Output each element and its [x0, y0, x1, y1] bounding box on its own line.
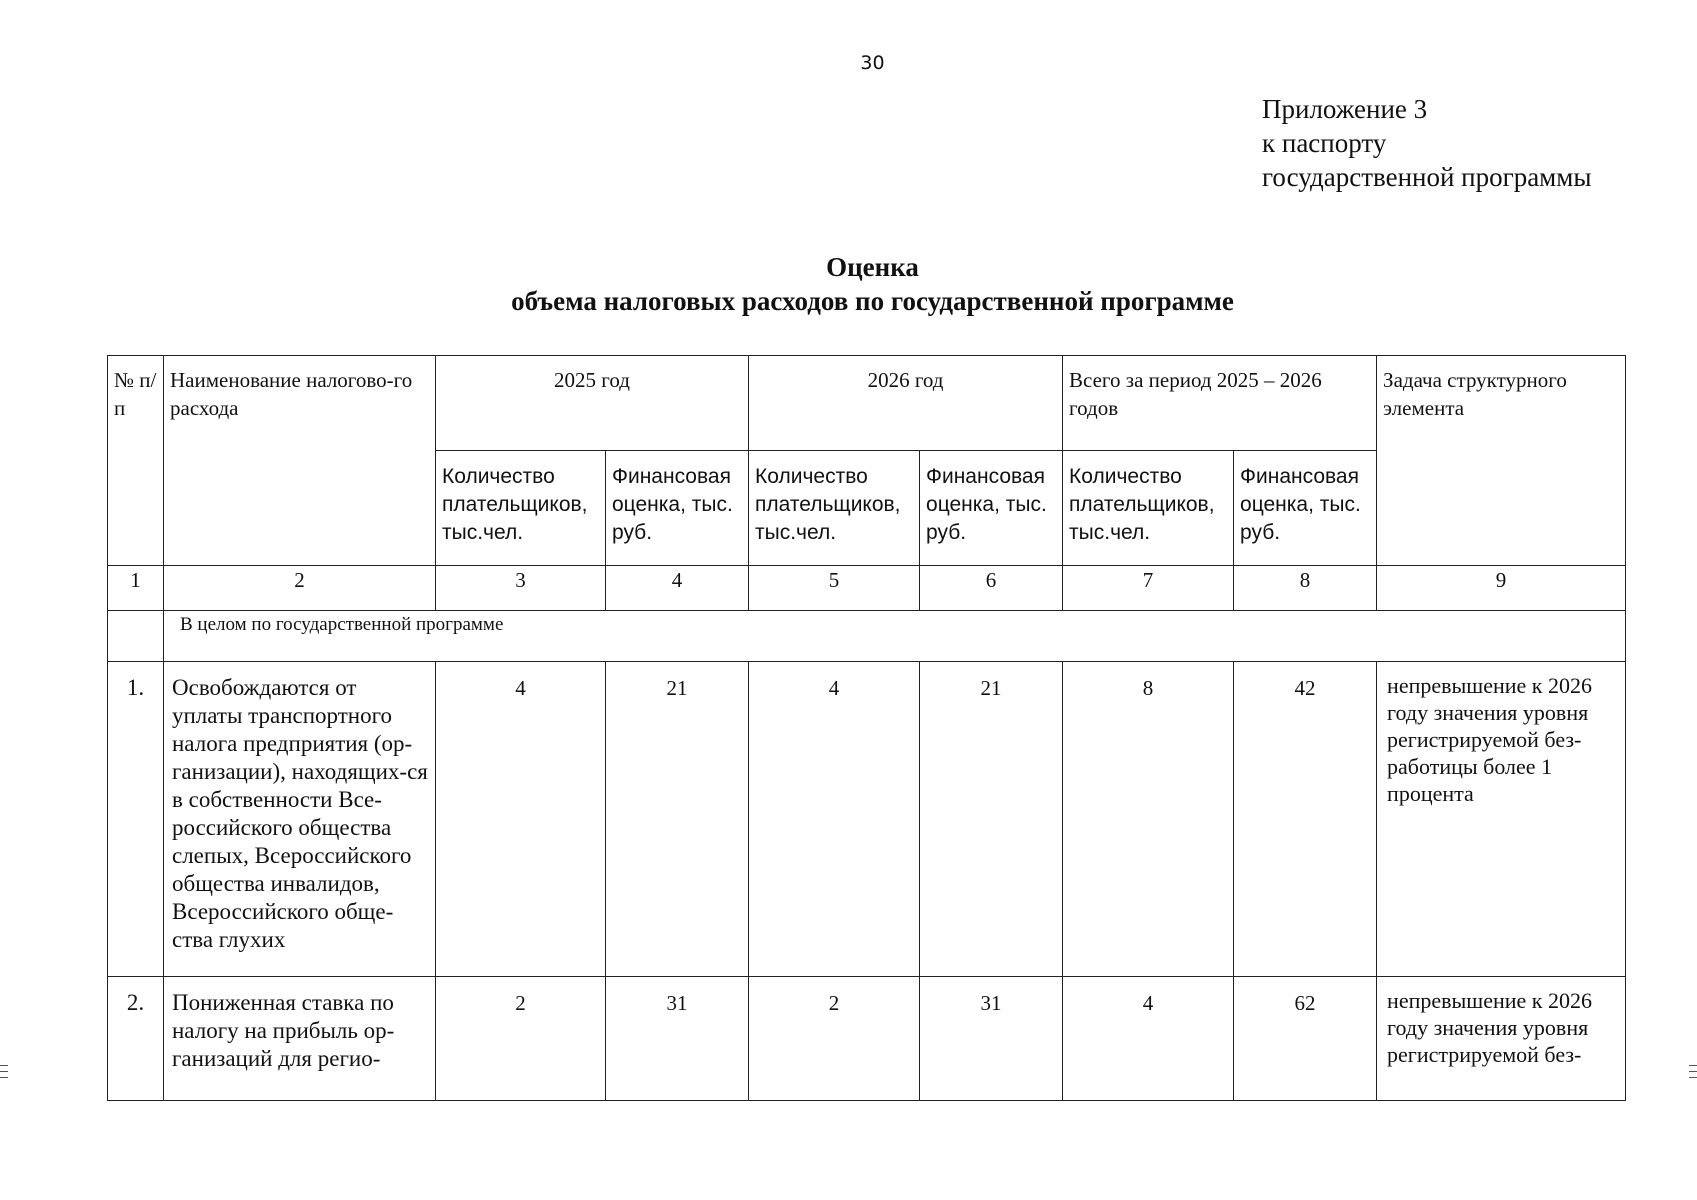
finance-total: 62 [1234, 977, 1377, 1101]
binding-mark [1689, 1065, 1697, 1089]
header-payers-2026: Количество плательщиков, тыс.чел. [749, 451, 920, 566]
column-number: 4 [606, 566, 749, 611]
header-payers-2025: Количество плательщиков, тыс.чел. [436, 451, 606, 566]
column-number: 8 [1234, 566, 1377, 611]
document-title [0, 250, 1697, 318]
header-finance-2026: Финансовая оценка, тыс. руб. [920, 451, 1063, 566]
column-number: 1 [108, 566, 164, 611]
row-name: Пониженная ставка по налогу на прибыль ор-ганизаций для регио- [164, 977, 436, 1101]
table-row [108, 977, 1626, 1101]
row-task: непревышение к 2026 году значения уровня регистрируемой без- [1377, 977, 1626, 1101]
header-payers-total: Количество плательщиков, тыс.чел. [1063, 451, 1234, 566]
header-task: Задача структурного элемента [1377, 356, 1626, 566]
appendix-line-3: государственной программы [1262, 162, 1592, 192]
row-task: непревышение к 2026 году значения уровня регистрируемой без-работицы более 1 процента [1377, 662, 1626, 977]
column-number: 3 [436, 566, 606, 611]
column-number: 9 [1377, 566, 1626, 611]
binding-mark [0, 1065, 8, 1089]
tax-expenditure-table [107, 355, 1626, 1101]
program-total-label: В целом по государственной программе [164, 611, 1626, 662]
program-total-row [108, 611, 1626, 662]
table-row [108, 662, 1626, 977]
finance-2026: 21 [920, 662, 1063, 977]
header-total-period: Всего за период 2025 – 2026 годов [1063, 356, 1377, 451]
payers-2026: 4 [749, 662, 920, 977]
finance-2026: 31 [920, 977, 1063, 1101]
row-name: Освобождаются от уплаты транспортного налога предприятия (ор-ганизации), находящих-ся в собственности Все-российского общества слепых, Всероссийского общества инвалидов, Всероссийского обще-ства глухих [164, 662, 436, 977]
row-index: 2. [108, 977, 164, 1101]
header-2025: 2025 год [436, 356, 749, 451]
header-2026: 2026 год [749, 356, 1063, 451]
header-finance-2025: Финансовая оценка, тыс. руб. [606, 451, 749, 566]
header-row-main [108, 356, 1626, 451]
empty-cell [108, 611, 164, 662]
finance-2025: 21 [606, 662, 749, 977]
payers-total: 4 [1063, 977, 1234, 1101]
payers-total: 8 [1063, 662, 1234, 977]
column-number: 2 [164, 566, 436, 611]
payers-2025: 4 [436, 662, 606, 977]
payers-2025: 2 [436, 977, 606, 1101]
column-number-row [108, 566, 1626, 611]
title-line-2: объема налоговых расходов по государственной программе [511, 286, 1234, 316]
column-number: 5 [749, 566, 920, 611]
appendix-line-2: к паспорту [1262, 128, 1387, 158]
page-number: 30 [860, 52, 885, 74]
title-line-1: Оценка [826, 252, 919, 282]
header-num: № п/п [108, 356, 164, 566]
column-number: 7 [1063, 566, 1234, 611]
header-finance-total: Финансовая оценка, тыс. руб. [1234, 451, 1377, 566]
header-name: Наименование налогово-го расхода [164, 356, 436, 566]
payers-2026: 2 [749, 977, 920, 1101]
row-index: 1. [108, 662, 164, 977]
finance-2025: 31 [606, 977, 749, 1101]
appendix-note [1262, 92, 1592, 194]
finance-total: 42 [1234, 662, 1377, 977]
column-number: 6 [920, 566, 1063, 611]
appendix-line-1: Приложение 3 [1262, 94, 1428, 124]
